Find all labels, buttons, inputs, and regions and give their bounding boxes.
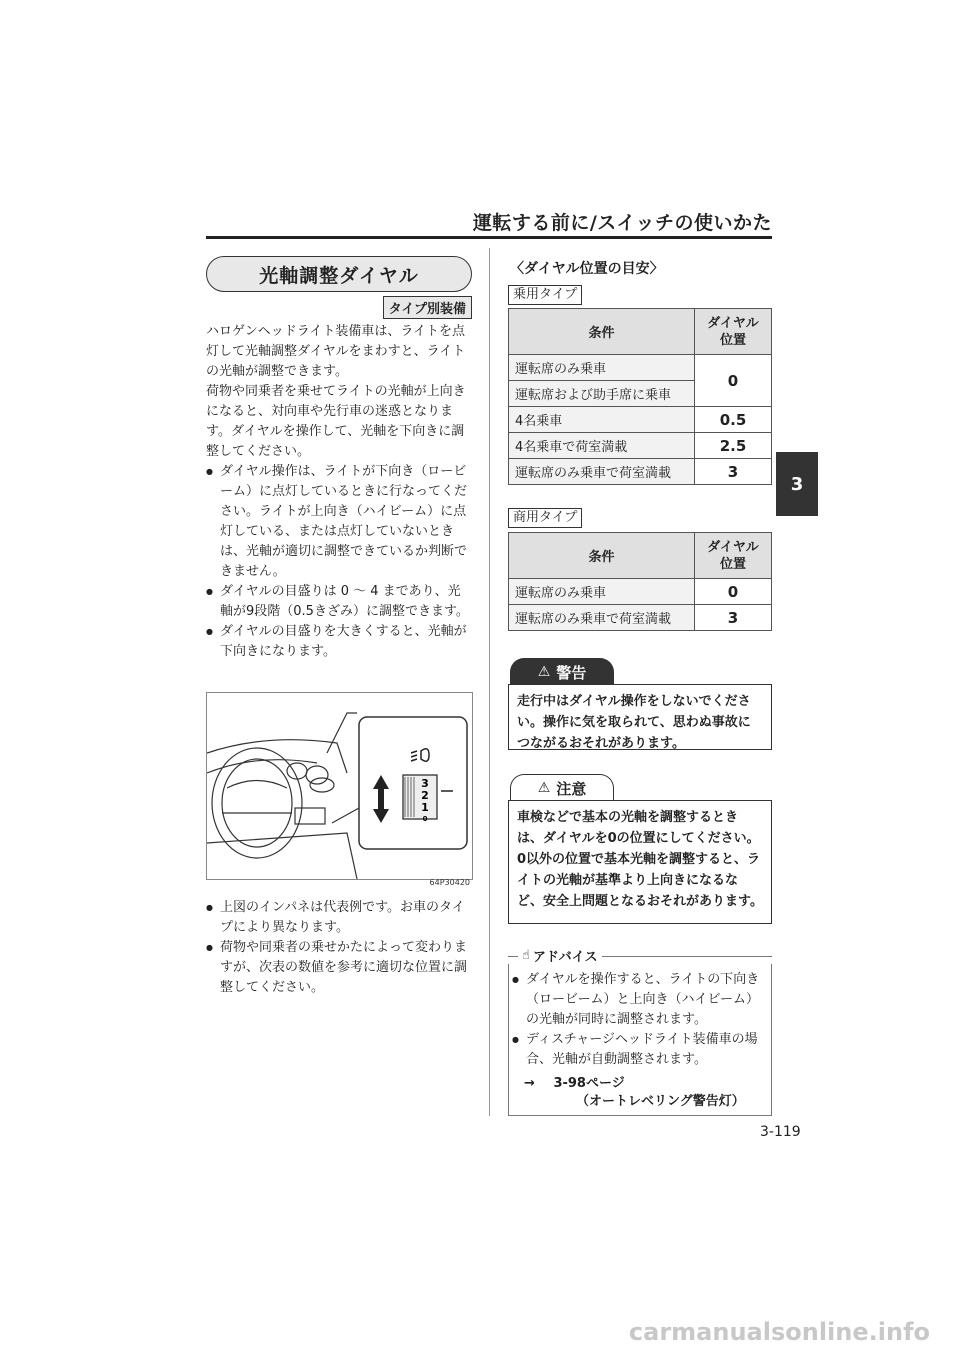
list-item: ● ダイヤルを操作すると、ライトの下向き（ロービーム）と上向き（ハイビーム）の光軸が同時に調整されます。 <box>512 970 768 1030</box>
advice-header: ☝ アドバイス <box>518 946 602 965</box>
table-cell: 0 <box>695 579 772 605</box>
watermark: carmanualsonline.info <box>628 1318 930 1346</box>
caution-box: 車検などで基本の光軸を調整するときは、ダイヤルを0の位置にしてください。0以外の位置で基本光軸を調整すると、ライトの光軸が基準より上向きになるなど、安全上問題となるおそれがあります。 <box>508 800 772 924</box>
table-cell: 3 <box>695 605 772 631</box>
chapter-tab: 3 <box>776 452 818 516</box>
caution-triangle-icon: ⚠ <box>537 780 551 796</box>
pointing-hand-icon: ☝ <box>522 948 530 963</box>
dial-mark-2: 2 <box>421 789 429 802</box>
column-header: 条件 <box>509 533 695 579</box>
reference-link[interactable]: 3-98ページ <box>553 1076 625 1091</box>
list-item: ● ダイヤルの目盛りを大きくすると、光軸が下向きになります。 <box>206 622 472 662</box>
table-cell: 運転席のみ乗車 <box>509 355 695 381</box>
reference-title: （オートレベリング警告灯） <box>576 1094 745 1109</box>
commercial-type-label: 商用タイプ <box>508 508 582 528</box>
passenger-type-label: 乗用タイプ <box>508 285 582 305</box>
table-cell: 3 <box>695 459 772 485</box>
list-item: ● 荷物や同乗者の乗せかたによって変わりますが、次表の数値を参考に適切な位置に調整してください。 <box>206 938 472 998</box>
warning-triangle-icon: ⚠ <box>537 664 551 680</box>
dial-guide-heading: 〈ダイヤル位置の目安〉 <box>510 261 664 277</box>
warning-box: 走行中はダイヤル操作をしないでください。操作に気を取られて、思わぬ事故につながるおそれがあります。 <box>508 684 772 750</box>
list-item: ● ディスチャージヘッドライト装備車の場合、光軸が自動調整されます。 <box>512 1030 768 1070</box>
dial-mark-3: 3 <box>421 777 429 790</box>
table-cell: 0 <box>695 355 772 407</box>
figure-code: 64P30420 <box>429 878 470 887</box>
column-header: ダイヤル 位置 <box>695 309 772 355</box>
table-cell: 2.5 <box>695 433 772 459</box>
figure-notes-list <box>206 898 472 998</box>
dashboard-drawing <box>207 693 472 879</box>
list-item: ● ダイヤルの目盛りは 0 ～ 4 まであり、光軸が9段階（0.5きざみ）に調整できます。 <box>206 582 472 622</box>
table-cell: 4名乗車で荷室満載 <box>509 433 695 459</box>
column-header: 条件 <box>509 309 695 355</box>
arrow-icon: → <box>524 1076 535 1091</box>
notes-list <box>206 462 472 662</box>
advice-list <box>512 970 768 1070</box>
column-divider <box>489 248 490 1116</box>
table-cell: 4名乗車 <box>509 407 695 433</box>
list-item: ● ダイヤル操作は、ライトが下向き（ロービーム）に点灯しているときに行なってください。ライトが上向き（ハイビーム）に点灯している、または点灯していないときは、光軸が適切に調整できているか判断できません。 <box>206 462 472 582</box>
page-number: 3-119 <box>760 1124 801 1140</box>
passenger-dial-table <box>508 308 772 485</box>
intro-paragraph-1: ハロゲンヘッドライト装備車は、ライトを点灯して光軸調整ダイヤルをまわすと、ライトの光軸が調整できます。 <box>206 324 466 379</box>
warning-header: ⚠ 警告 <box>510 658 614 685</box>
table-cell: 運転席のみ乗車で荷室満載 <box>509 459 695 485</box>
intro-paragraph-2: 荷物や同乗者を乗せてライトの光軸が上向きになると、対向車や先行車の迷惑となります。ダイヤルを操作して、光軸を下向きに調整してください。 <box>206 384 466 459</box>
list-item: ● 上図のインパネは代表例です。お車のタイプにより異なります。 <box>206 898 472 938</box>
dial-mark-0: 0 <box>422 815 428 823</box>
table-cell: 0.5 <box>695 407 772 433</box>
table-cell: 運転席のみ乗車 <box>509 579 695 605</box>
caution-header: ⚠ 注意 <box>510 774 614 801</box>
table-cell: 運転席および助手席に乗車 <box>509 381 695 407</box>
column-header: ダイヤル 位置 <box>695 533 772 579</box>
dashboard-illustration <box>206 692 473 880</box>
advice-reference <box>524 1072 625 1091</box>
table-cell: 運転席のみ乗車で荷室満載 <box>509 605 695 631</box>
running-header: 運転する前に/スイッチの使いかた <box>472 212 772 234</box>
equipment-badge: タイプ別装備 <box>383 296 472 319</box>
dial-mark-1: 1 <box>421 801 429 814</box>
commercial-dial-table <box>508 532 772 631</box>
header-rule <box>206 236 772 239</box>
section-title: 光軸調整ダイヤル <box>206 256 472 292</box>
